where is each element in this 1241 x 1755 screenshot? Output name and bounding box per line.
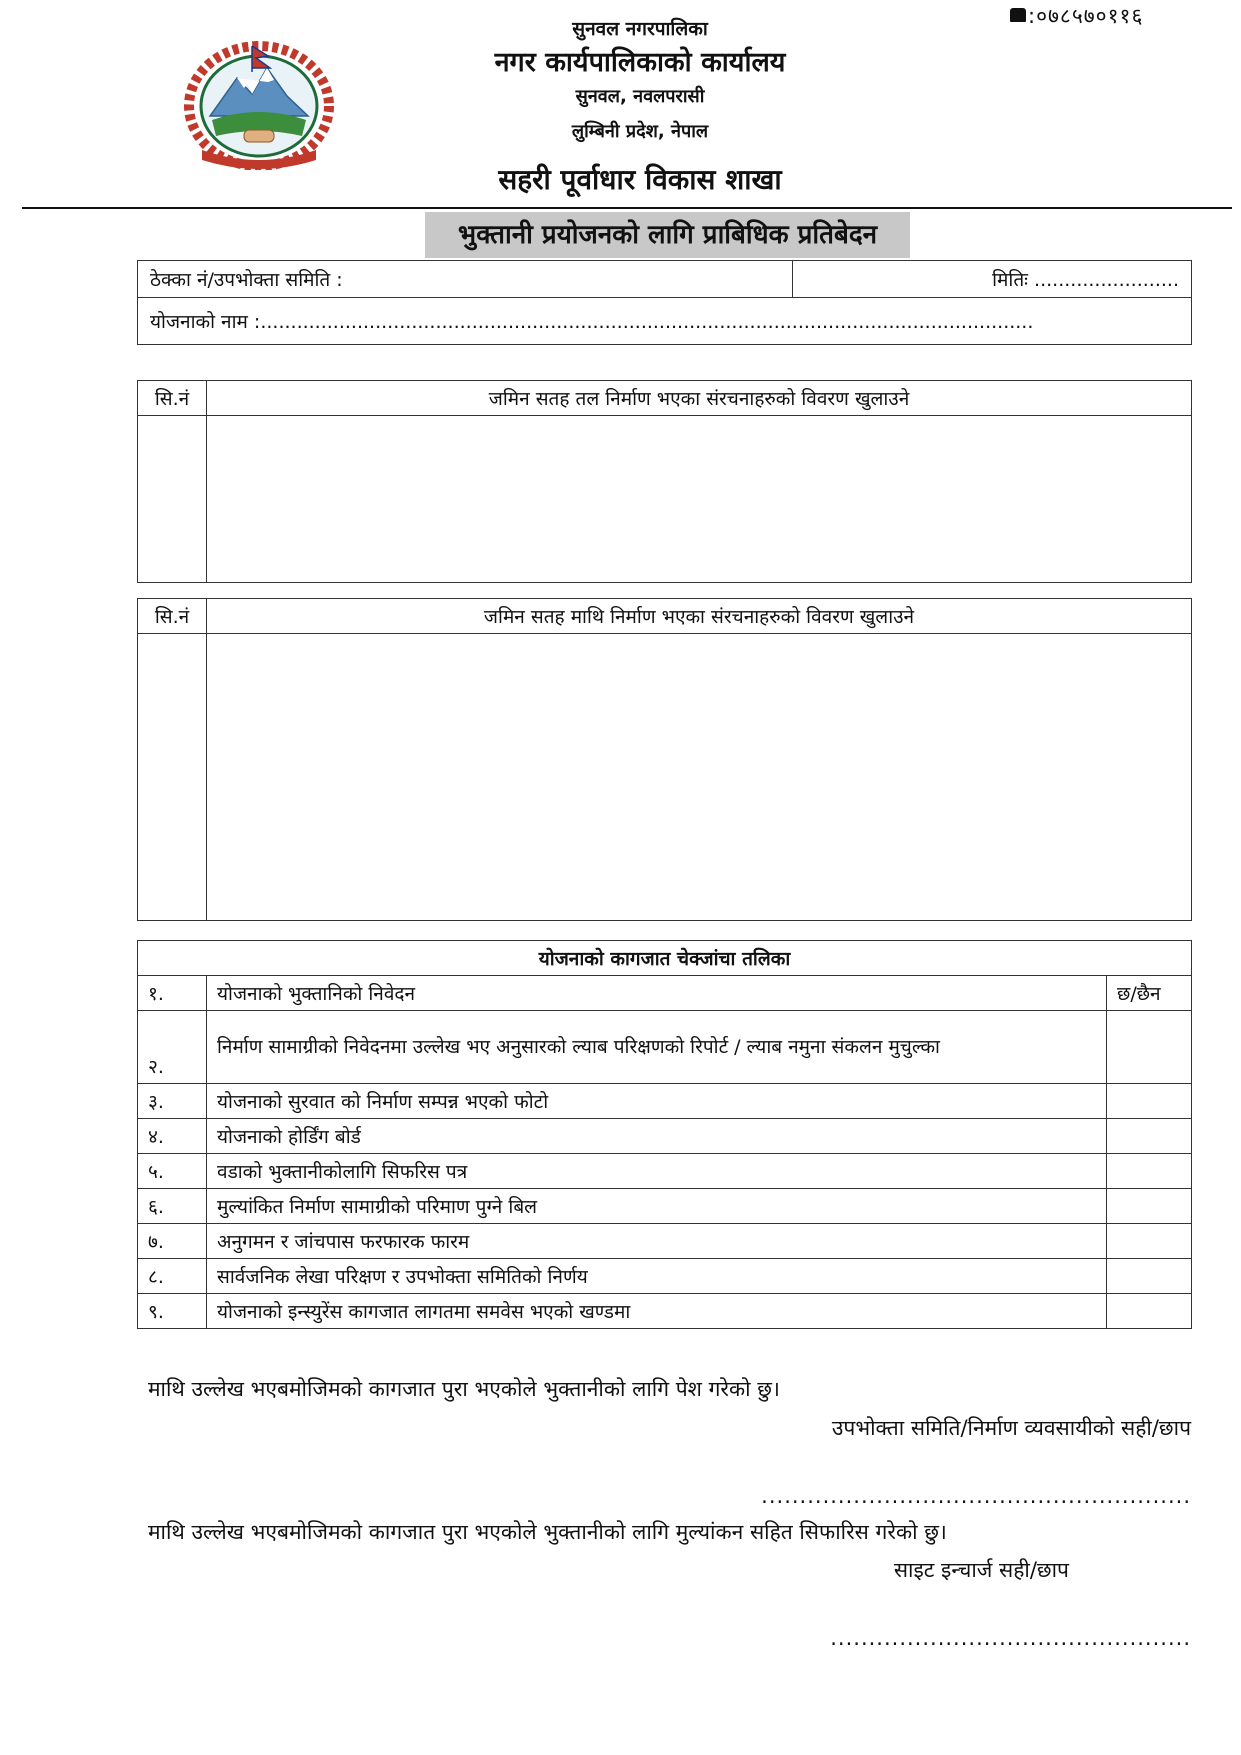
- yes-no-cell[interactable]: [1107, 1154, 1192, 1189]
- above-ground-header: जमिन सतह माथि निर्माण भएका संरचनाहरुको विवरण खुलाउने: [207, 599, 1192, 634]
- yes-no-cell[interactable]: [1107, 1084, 1192, 1119]
- province: लुम्बिनी प्रदेश, नेपाल: [571, 121, 709, 142]
- above-ground-sn-cell[interactable]: [138, 634, 207, 921]
- yes-no-cell[interactable]: [1107, 1224, 1192, 1259]
- location: सुनवल, नवलपरासी: [575, 86, 705, 107]
- item-text: योजनाको भुक्तानिको निवेदन: [207, 976, 1107, 1011]
- item-number: २.: [138, 1011, 207, 1084]
- table-row: [138, 1011, 1192, 1084]
- yes-no-cell[interactable]: [1107, 1294, 1192, 1329]
- table-row: [138, 1189, 1192, 1224]
- table-row: [138, 1224, 1192, 1259]
- item-text: वडाको भुक्तानीकोलागि सिफरिस पत्र: [207, 1154, 1107, 1189]
- item-text: अनुगमन र जांचपास फरफारक फारम: [207, 1224, 1107, 1259]
- sn-header: सि.नं: [138, 599, 207, 634]
- contract-field[interactable]: ठेक्का नं/उपभोक्ता समिति :: [138, 261, 793, 298]
- sn-header: सि.नं: [138, 381, 207, 416]
- below-ground-sn-cell[interactable]: [138, 416, 207, 583]
- table-row: [138, 1084, 1192, 1119]
- date-field[interactable]: मितिः ........................: [793, 261, 1192, 298]
- yes-no-cell[interactable]: [1107, 1259, 1192, 1294]
- table-row: [138, 1154, 1192, 1189]
- branch-name: सहरी पूर्वाधार विकास शाखा: [498, 163, 782, 196]
- item-text: योजनाको सुरवात को निर्माण सम्पन्न भएको फोटो: [207, 1084, 1107, 1119]
- phone-number: :०७८५७०११६: [1010, 2, 1143, 30]
- below-ground-details-cell[interactable]: [207, 416, 1192, 583]
- project-name-field[interactable]: योजनाको नाम :................................................................................................................................: [138, 298, 1192, 345]
- document-checklist-table: [137, 940, 1192, 1329]
- phone-icon: [1010, 8, 1026, 22]
- below-ground-table: [137, 380, 1192, 583]
- table-row: [138, 1119, 1192, 1154]
- item-text: मुल्यांकित निर्माण सामाग्रीको परिमाण पुग्ने बिल: [207, 1189, 1107, 1224]
- consumer-committee-signatory: उपभोक्ता समिति/निर्माण व्यवसायीको सही/छाप: [831, 1416, 1191, 1440]
- declaration-recommendation: माथि उल्लेख भएबमोजिमको कागजात पुरा भएकोले भुक्तानीको लागि मुल्यांकन सहित सिफारिस गरेको छु।: [148, 1520, 947, 1544]
- item-number: ७.: [138, 1224, 207, 1259]
- declaration-submission: माथि उल्लेख भएबमोजिमको कागजात पुरा भएकोले भुक्तानीको लागि पेश गरेको छु।: [148, 1377, 780, 1401]
- above-ground-details-cell[interactable]: [207, 634, 1192, 921]
- office-name: नगर कार्यपालिकाको कार्यालय: [494, 47, 786, 78]
- yes-no-cell[interactable]: [1107, 1119, 1192, 1154]
- nepal-emblem-logo: [182, 38, 336, 170]
- yes-no-cell[interactable]: [1107, 1189, 1192, 1224]
- table-row: [138, 1259, 1192, 1294]
- signature-line[interactable]: ...............................................: [830, 1626, 1191, 1650]
- item-number: ४.: [138, 1119, 207, 1154]
- item-text: निर्माण सामाग्रीको निवेदनमा उल्लेख भए अनुसारको ल्याब परिक्षणको रिपोर्ट / ल्याब नमुना संकलन मुचुल्का: [207, 1011, 1107, 1084]
- project-info-table: [137, 260, 1192, 345]
- item-number: ९.: [138, 1294, 207, 1329]
- item-number: ३.: [138, 1084, 207, 1119]
- item-number: ६.: [138, 1189, 207, 1224]
- signature-line[interactable]: ........................................................: [761, 1484, 1191, 1508]
- below-ground-header: जमिन सतह तल निर्माण भएका संरचनाहरुको विवरण खुलाउने: [207, 381, 1192, 416]
- yes-no-cell[interactable]: [1107, 1011, 1192, 1084]
- item-text: योजनाको इन्स्युरेंस कागजात लागतमा समवेस भएको खण्डमा: [207, 1294, 1107, 1329]
- header-divider: [22, 207, 1232, 209]
- above-ground-table: [137, 598, 1192, 921]
- site-incharge-signatory: साइट इन्चार्ज सही/छाप: [893, 1558, 1069, 1582]
- item-number: ८.: [138, 1259, 207, 1294]
- item-number: ५.: [138, 1154, 207, 1189]
- item-number: १.: [138, 976, 207, 1011]
- table-row: [138, 976, 1192, 1011]
- checklist-title: योजनाको कागजात चेक्जांचा तलिका: [138, 941, 1192, 976]
- municipality-name: सुनवल नगरपालिका: [572, 18, 708, 40]
- item-text: सार्वजनिक लेखा परिक्षण र उपभोक्ता समितिको निर्णय: [207, 1259, 1107, 1294]
- yes-no-header: छ/छैन: [1107, 976, 1192, 1011]
- item-text: योजनाको होर्डिंग बोर्ड: [207, 1119, 1107, 1154]
- table-row: [138, 1294, 1192, 1329]
- report-title: भुक्तानी प्रयोजनको लागि प्राबिधिक प्रतिबेदन: [425, 212, 910, 258]
